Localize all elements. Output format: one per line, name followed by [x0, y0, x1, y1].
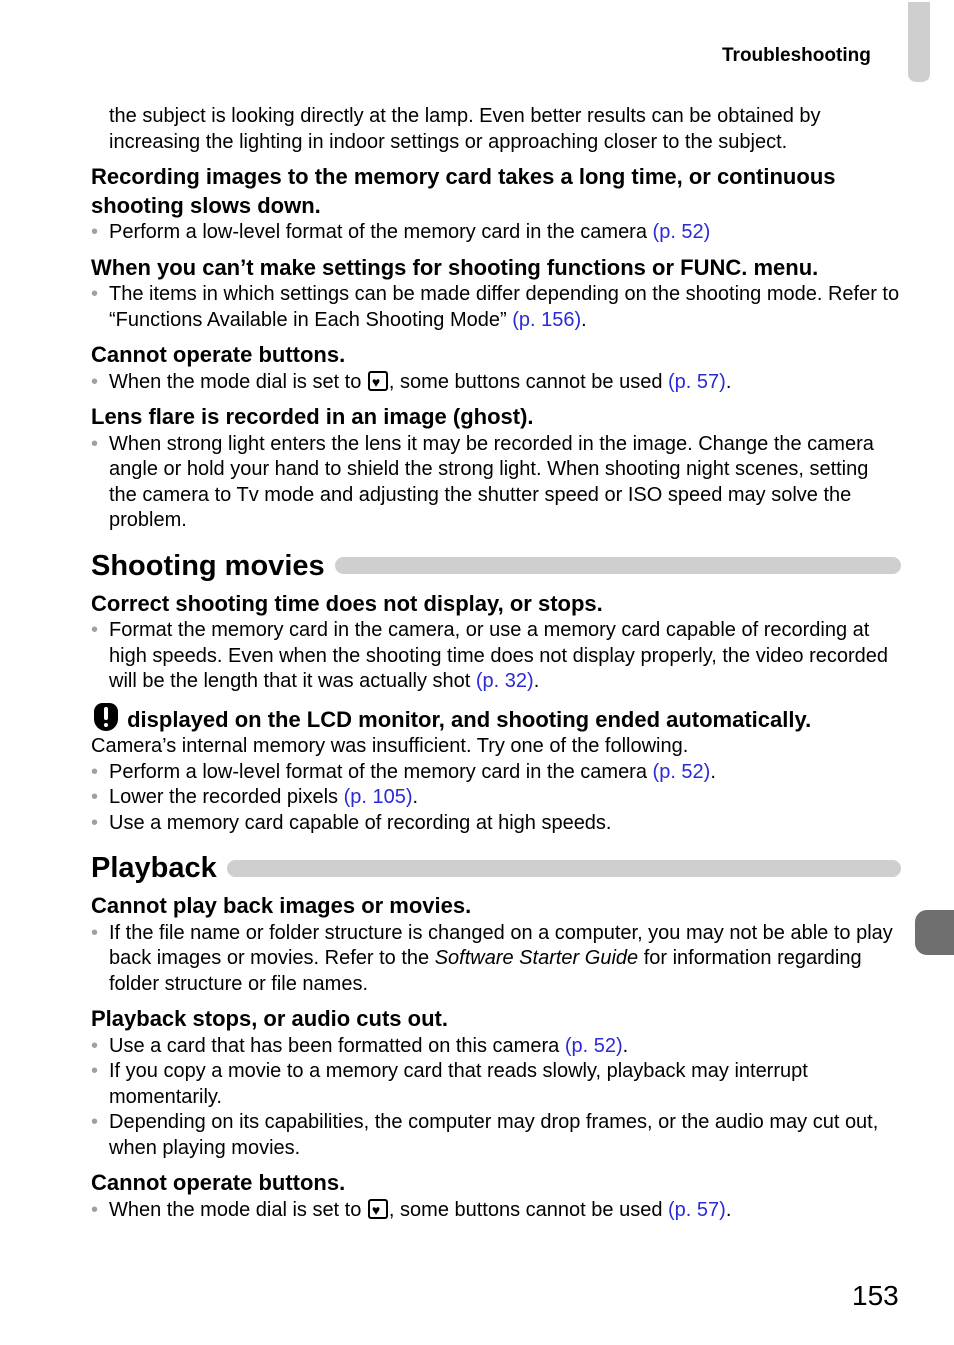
page-ref-link[interactable]: (p. 57) — [668, 1198, 726, 1221]
bullet-dot: • — [91, 1198, 99, 1221]
page-ref-link[interactable]: (p. 156) — [512, 308, 582, 331]
bullet-func-menu: • The items in which settings can be made differ depending on the shooting mode. Refer to “Functions Available in Each Shooting Mode” (p. 156). — [91, 283, 900, 331]
movie-digest-mode-icon — [368, 1199, 388, 1219]
page-ref-link[interactable]: (p. 57) — [668, 370, 726, 393]
bullet-cannot-play: • If the file name or folder structure is changed on a computer, you may not be able to play back images or movies. Refer to the Software Starter Guide for information regarding folder structure or file names. — [91, 921, 893, 995]
page-ref-link[interactable]: (p. 32) — [475, 670, 534, 692]
bullet-cannot-operate: • When the mode dial is set to ♥, some buttons cannot be used (p. 57). — [91, 370, 901, 396]
bullet-dot: • — [91, 811, 99, 834]
bullet-lcd-2: • Lower the recorded pixels (p. 105). — [91, 785, 901, 811]
movie-digest-mode-icon — [368, 371, 388, 391]
bullet-lens-flare: • When strong light enters the lens it may be recorded in the image. Change the camera angle or hold your hand to shield the strong light. When shooting night scenes, setting the camera to Tv mode and adjusting the shutter speed or ISO speed may solve the problem. — [91, 432, 874, 531]
page-ref-link[interactable]: (p. 105) — [343, 786, 413, 808]
running-header: Troubleshooting — [722, 45, 871, 66]
section-playback — [91, 850, 901, 886]
bullet-shooting-time: • Format the memory card in the camera, or use a memory card capable of recording at high speeds. Even when the shooting time does not display properly, the video recorded will be the length that it was actually shot (p. 32). — [91, 619, 889, 692]
chapter-tab-top — [908, 2, 930, 82]
bullet-playback-3: • Depending on its capabilities, the computer may drop frames, or the audio may cut out, when playing movies. — [91, 1111, 879, 1159]
bullet-dot: • — [91, 370, 99, 393]
section-divider-bar — [227, 860, 901, 877]
bullet-dot: • — [91, 619, 99, 641]
heading-recording-slow: Recording images to the memory card takes a long time, or continuous shooting slows down. — [91, 164, 836, 218]
bullet-dot: • — [91, 760, 99, 783]
intro-paragraph: the subject is looking directly at the lamp. Even better results can be obtained by increasing the lighting in indoor settings or approaching closer to the subject. — [109, 105, 821, 153]
bullet-dot: • — [91, 1111, 99, 1133]
section-shooting-movies — [91, 548, 901, 584]
bullet-playback-1: • Use a card that has been formatted on this camera (p. 52). — [91, 1034, 901, 1060]
bullet-dot: • — [91, 221, 99, 243]
bullet-recording-slow: • Perform a low-level format of the memory card in the camera (p. 52) — [91, 220, 901, 246]
section-title: Playback — [91, 852, 217, 884]
page-ref-link[interactable]: (p. 52) — [652, 221, 711, 243]
heading-playback-stops: Playback stops, or audio cuts out. — [91, 1006, 448, 1031]
guide-title: Software Starter Guide — [434, 947, 639, 969]
bullet-dot: • — [91, 1034, 99, 1057]
bullet-dot: • — [91, 921, 99, 944]
heading-lcd-warning: displayed on the LCD monitor, and shooting ended automatically. — [91, 703, 901, 735]
heading-cannot-operate-playback: Cannot operate buttons. — [91, 1170, 346, 1195]
page-number: 153 — [852, 1280, 899, 1311]
bullet-cannot-operate-playback: • When the mode dial is set to ♥, some buttons cannot be used (p. 57). — [91, 1198, 901, 1224]
heading-shooting-time: Correct shooting time does not display, or stops. — [91, 590, 603, 616]
lcd-warning-body: Camera’s internal memory was insufficient. Try one of the following. — [91, 735, 689, 757]
heading-func-menu: When you can’t make settings for shooting functions or FUNC. menu. — [91, 254, 819, 280]
bullet-dot: • — [91, 432, 99, 455]
bullet-dot: • — [91, 283, 99, 305]
page-ref-link[interactable]: (p. 52) — [564, 1034, 623, 1057]
page-ref-link[interactable]: (p. 52) — [652, 760, 711, 783]
heading-cannot-play: Cannot play back images or movies. — [91, 893, 472, 918]
bullet-dot: • — [91, 1060, 99, 1082]
warning-icon — [91, 703, 121, 731]
bullet-lcd-3: • Use a memory card capable of recording at high speeds. — [91, 811, 901, 837]
section-divider-bar — [335, 557, 901, 574]
bullet-dot: • — [91, 786, 99, 808]
section-title: Shooting movies — [91, 549, 325, 582]
bullet-lcd-1: • Perform a low-level format of the memory card in the camera (p. 52). — [91, 760, 901, 786]
chapter-tab-marker — [915, 910, 954, 955]
heading-lens-flare: Lens flare is recorded in an image (ghost). — [91, 404, 534, 429]
page-content — [91, 104, 901, 1223]
bullet-playback-2: • If you copy a movie to a memory card that reads slowly, playback may interrupt momentarily. — [91, 1060, 808, 1108]
heading-cannot-operate: Cannot operate buttons. — [91, 342, 346, 367]
